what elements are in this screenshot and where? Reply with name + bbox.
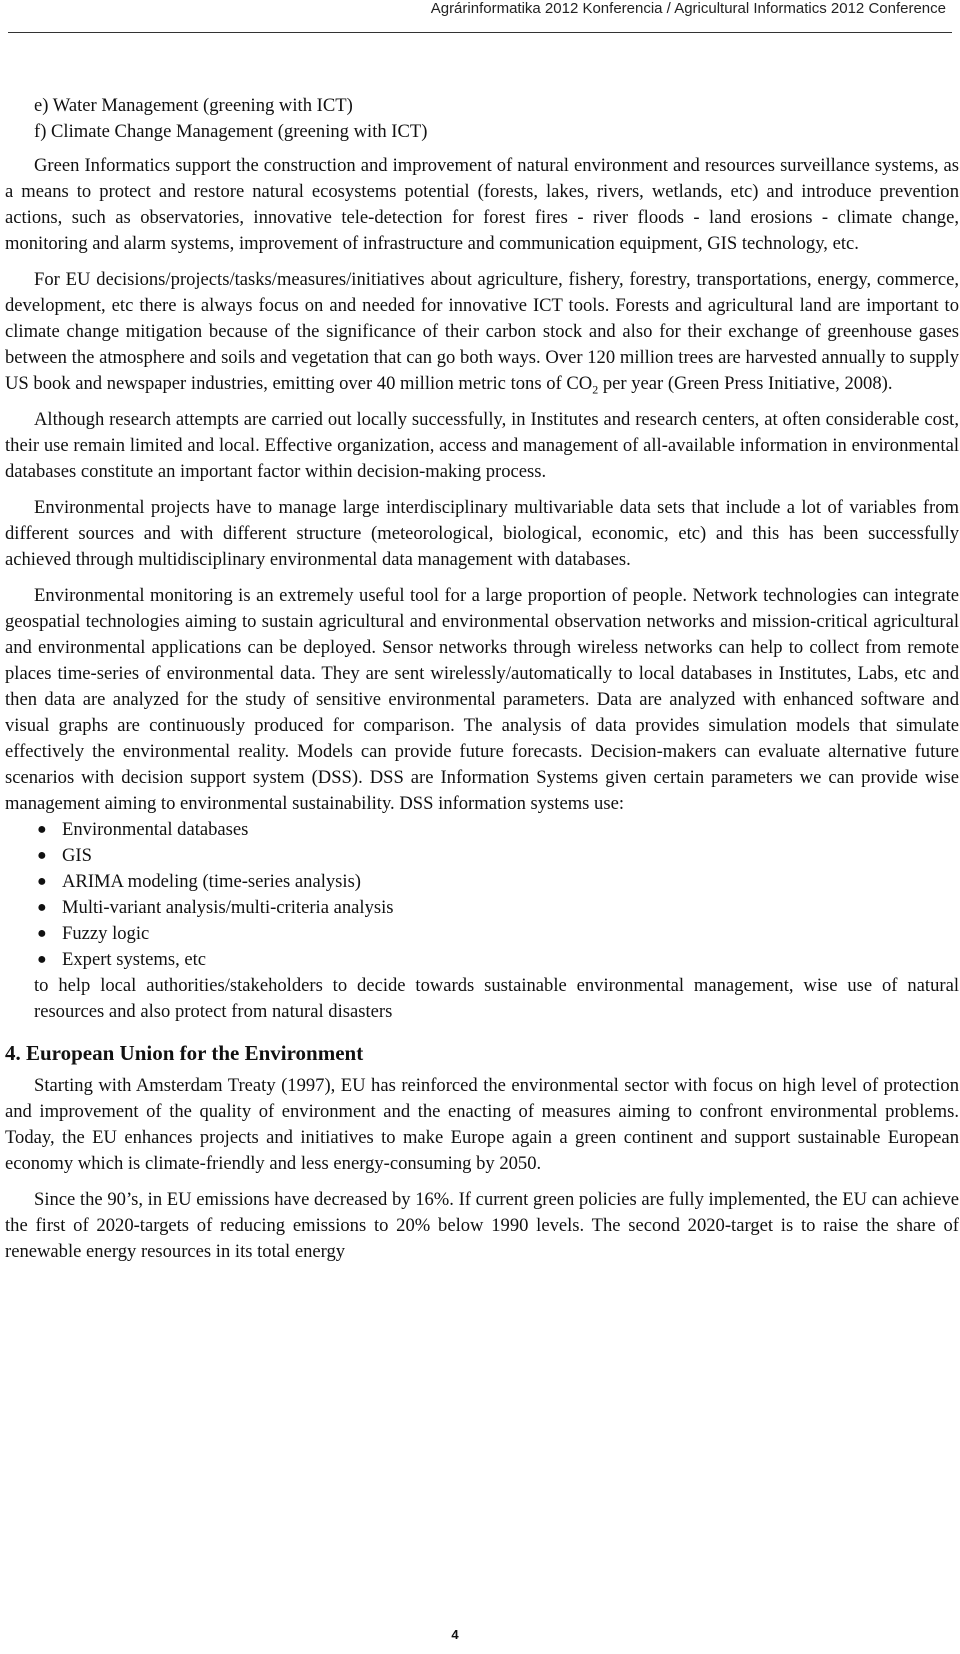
paragraph-green-informatics: Green Informatics support the construction and improvement of natural environment and resources surveillance systems, as a means to protect and restore natural ecosystems potential (forests, lakes, rivers, wetlands, etc) and introduce prevention actions, such as observatories, innovative tele-detection for forest fires - river floods - land erosions - climate change, monitoring and alarm systems, improvement of infrastructure and communication equipment, GIS technology, etc. bbox=[5, 155, 959, 254]
paragraph-after-list: to help local authorities/stakeholders to decide towards sustainable environmental management, wise use of natural resources and also protect from natural disasters bbox=[34, 975, 959, 1022]
list-item: ● Multi-variant analysis/multi-criteria analysis bbox=[5, 895, 959, 921]
list-item: ● Expert systems, etc bbox=[5, 947, 959, 973]
paragraph-eu-decisions-end: per year (Green Press Initiative, 2008). bbox=[598, 373, 893, 394]
header-divider bbox=[8, 32, 952, 33]
paragraph-amsterdam-treaty: Starting with Amsterdam Treaty (1997), EU has reinforced the environmental sector with focus on high level of protection and improvement of the quality of environment and the enacting of measures aiming to confront environmental problems. Today, the EU enhances projects and initiatives to make Europe again a green continent and support sustainable European economy which is climate-friendly and less energy-consuming by 2050. bbox=[5, 1075, 959, 1174]
list-item: ● GIS bbox=[5, 843, 959, 869]
list-item: ● ARIMA modeling (time-series analysis) bbox=[5, 869, 959, 895]
paragraph-environmental-monitoring: Environmental monitoring is an extremely useful tool for a large proportion of people. Network technologies can integrate geospatial technologies aiming to sustain agricultural and environmental observation networks and mission-critical agricultural and environmental applications can be deployed. Sensor networks through wireless networks can help to collect from remote places time-series of environmental data. They are sent wirelessly/automatically to local databases in Institutes, Labs, etc and then data are analyzed for the study of sensitive environmental parameters. Data are analyzed with enhanced software and visual graphs are continuously produced for comparison. The analysis of data provides simulation models that simulate effectively the environmental reality. Models can provide future forecasts. Decision-makers can evaluate alternative future scenarios with decision support system (DSS). DSS are Information Systems given certain parameters we can provide wise management aiming to environmental sustainability. DSS information systems use: bbox=[5, 585, 959, 814]
list-item: ● Environmental databases bbox=[5, 817, 959, 843]
bullet-icon: ● bbox=[37, 951, 47, 968]
bullet-icon: ● bbox=[37, 847, 47, 864]
list-item-e: e) Water Management (greening with ICT) bbox=[34, 95, 353, 116]
bullet-icon: ● bbox=[37, 873, 47, 890]
page-number: 4 bbox=[451, 1627, 459, 1642]
list-item: ● Fuzzy logic bbox=[5, 921, 959, 947]
bullet-icon: ● bbox=[37, 821, 47, 838]
bullet-icon: ● bbox=[37, 899, 47, 916]
paragraph-eu-decisions-text: For EU decisions/projects/tasks/measures/initiatives about agriculture, fishery, forestry, transportations, energy, commerce, development, etc there is always focus on and needed for innovative ICT tools. Forests and agricultural land are important to climate change mitigation because of the significance of their carbon stock and also for their exchange of greenhouse gases between the atmosphere and soils and vegetation that can go both ways. Over 120 million trees are harvested annually to supply US book and newspaper industries, emitting over 40 million metric tons of CO bbox=[5, 269, 959, 394]
section-heading: 4. European Union for the Environment bbox=[5, 1041, 364, 1065]
paragraph-research-attempts: Although research attempts are carried out locally successfully, in Institutes and research centers, at often considerable cost, their use remain limited and local. Effective organization, access and management of all-available information in environmental databases constitute an important factor within decision-making process. bbox=[5, 409, 959, 482]
paragraph-eu-decisions bbox=[5, 267, 959, 397]
page-header bbox=[0, 0, 960, 36]
page-body bbox=[5, 93, 959, 1265]
dss-uses-list bbox=[5, 817, 959, 973]
header-title: Agrárinformatika 2012 Konferencia / Agricultural Informatics 2012 Conference bbox=[430, 0, 946, 17]
list-item-f: f) Climate Change Management (greening with ICT) bbox=[34, 121, 428, 142]
paragraph-environmental-projects: Environmental projects have to manage large interdisciplinary multivariable data sets that include a lot of variables from different sources and with different structure (meteorological, biological, economic, etc) and this has been successfully achieved through multidisciplinary environmental data management with databases. bbox=[5, 497, 959, 570]
paragraph-eu-emissions: Since the 90’s, in EU emissions have decreased by 16%. If current green policies are fully implemented, the EU can achieve the first of 2020-targets of reducing emissions to 20% below 1990 levels. The second 2020-target is to raise the share of renewable energy resources in its total energy bbox=[5, 1189, 959, 1262]
co2-subscript: 2 bbox=[592, 382, 599, 397]
bullet-icon: ● bbox=[37, 925, 47, 942]
